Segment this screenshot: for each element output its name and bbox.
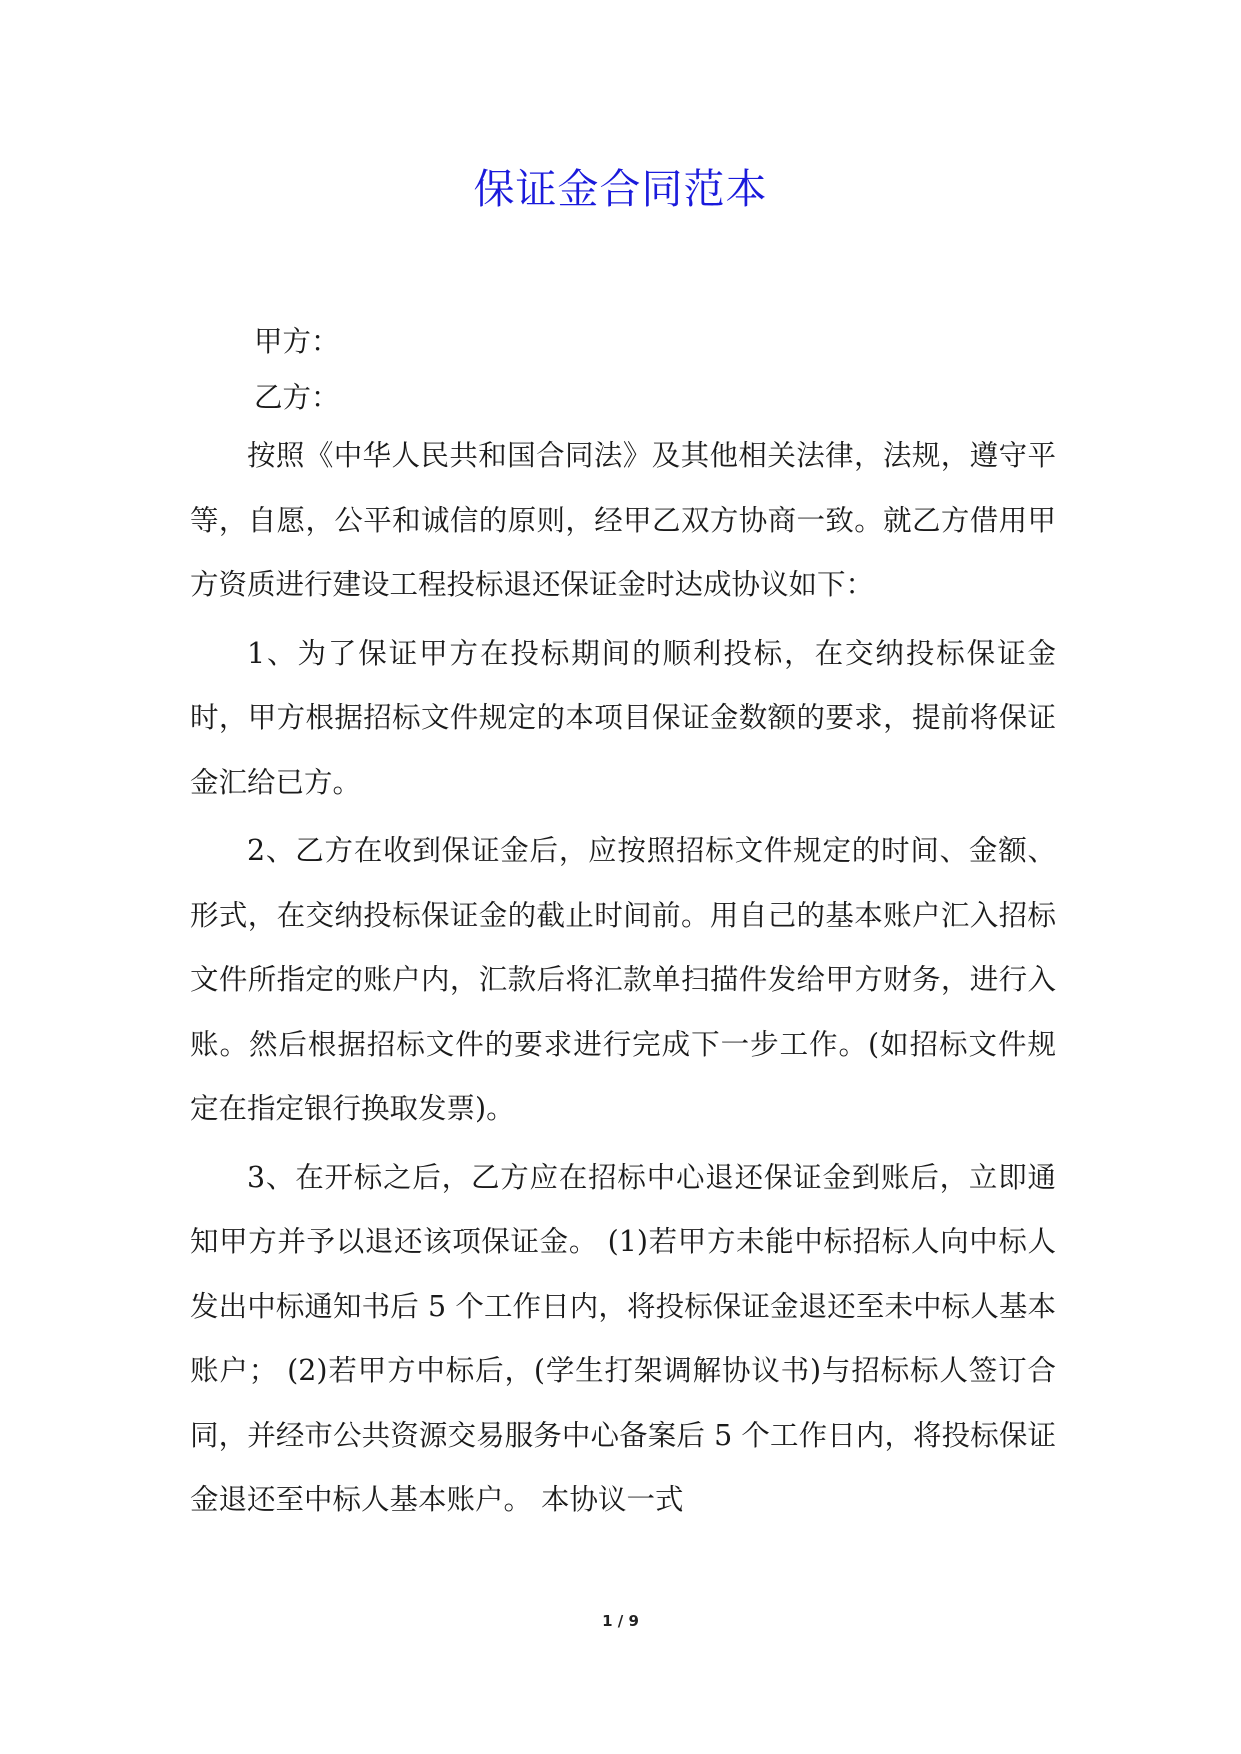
document-body (190, 424, 1056, 1533)
page-number: 1 / 9 (602, 1612, 639, 1630)
document-title: 保证金合同范本 (473, 165, 768, 213)
party-b-label: 乙方： (254, 381, 340, 414)
paragraph-clause-1: 1、为了保证甲方在投标期间的顺利投标，在交纳投标保证金时，甲方根据招标文件规定的本项目保证金数额的要求，提前将保证金汇给已方。 (190, 636, 1056, 799)
paragraph-clause-3: 3、在开标之后，乙方应在招标中心退还保证金到账后，立即通知甲方并予以退还该项保证金。 (1)若甲方未能中标招标人向中标人发出中标通知书后 5 个工作日内，将投标保证金退还至未中标人基本账户； (2)若甲方中标后，(学生打架调解协议书)与招标标人签订合同，并经市公共资源交易服务中心备案后 5 个工作日内，将投标保证金退还至中标人基本账户。 本协议一式 (190, 1160, 1056, 1516)
party-a-label: 甲方： (254, 325, 340, 358)
paragraph-clause-2: 2、乙方在收到保证金后，应按照招标文件规定的时间、金额、形式，在交纳投标保证金的截止时间前。用自己的基本账户汇入招标文件所指定的账户内，汇款后将汇款单扫描件发给甲方财务，进行入账。然后根据招标文件的要求进行完成下一步工作。(如招标文件规定在指定银行换取发票)。 (190, 834, 1056, 1125)
paragraph-preamble: 按照《中华人民共和国合同法》及其他相关法律，法规，遵守平等，自愿，公平和诚信的原则，经甲乙双方协商一致。就乙方借用甲方资质进行建设工程投标退还保证金时达成协议如下： (190, 439, 1056, 601)
